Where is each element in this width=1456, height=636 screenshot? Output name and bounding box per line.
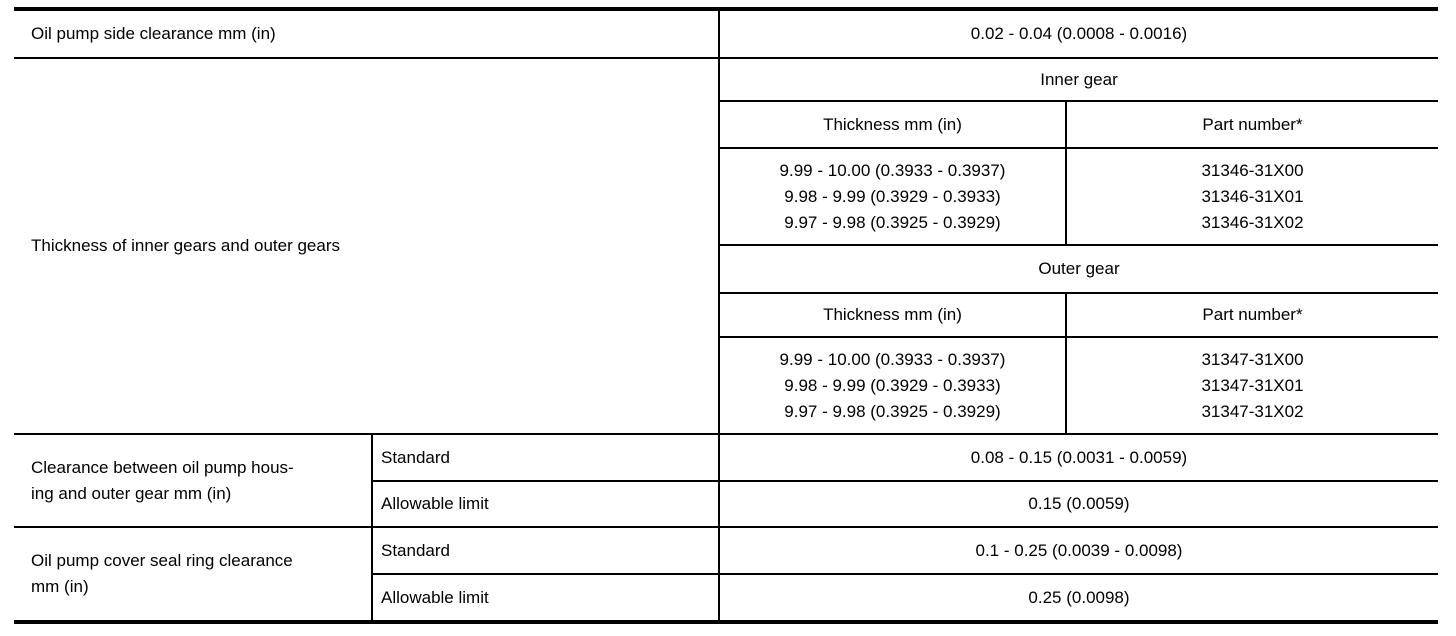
list-item: 9.99 - 10.00 (0.3933 - 0.3937) — [779, 349, 1006, 369]
side-clearance-label — [14, 11, 718, 57]
table-bottom-rule — [14, 620, 1438, 624]
inner-thickness-values — [720, 149, 1065, 244]
housing-clearance-label — [14, 435, 371, 526]
housing-limit-label-text: Allowable limit — [381, 494, 489, 513]
outer-gear-title-text: Outer gear — [1038, 259, 1120, 278]
outer-part-header — [1067, 294, 1438, 336]
list-item: 9.98 - 9.99 (0.3929 - 0.3933) — [784, 375, 1001, 395]
housing-limit-value — [720, 482, 1438, 526]
list-item: 31347-31X02 — [1201, 401, 1304, 421]
list-item: 31347-31X01 — [1201, 375, 1304, 395]
seal-ring-clearance-label-line1: Oil pump cover seal ring clearance — [31, 551, 293, 570]
seal-standard-value-text: 0.1 - 0.25 (0.0039 - 0.0098) — [975, 540, 1183, 560]
list-item: 9.97 - 9.98 (0.3925 - 0.3929) — [784, 401, 1001, 421]
seal-limit-label-text: Allowable limit — [381, 587, 489, 607]
housing-standard-label — [373, 435, 718, 480]
housing-clearance-label-line1: Clearance between oil pump hous- — [31, 457, 294, 477]
list-item: 31347-31X00 — [1201, 349, 1304, 369]
side-clearance-value — [720, 11, 1438, 57]
list-item: 31346-31X02 — [1201, 212, 1304, 232]
outer-part-header-text: Part number* — [1202, 305, 1303, 324]
inner-part-numbers — [1067, 149, 1438, 244]
side-clearance-label-text: Oil pump side clearance mm (in) — [31, 24, 276, 43]
seal-ring-clearance-label-line2: mm (in) — [31, 577, 89, 596]
list-item: 9.99 - 10.00 (0.3933 - 0.3937) — [779, 160, 1006, 180]
list-item: 9.97 - 9.98 (0.3925 - 0.3929) — [784, 212, 1001, 232]
housing-standard-value-text: 0.08 - 0.15 (0.0031 - 0.0059) — [970, 447, 1188, 467]
housing-limit-label — [373, 482, 718, 526]
outer-thickness-header-text: Thickness mm (in) — [823, 305, 962, 324]
list-item: 31346-31X01 — [1201, 186, 1304, 206]
seal-limit-value-text: 0.25 (0.0098) — [1028, 587, 1130, 607]
seal-standard-value — [720, 528, 1438, 573]
list-item: 9.98 - 9.99 (0.3929 - 0.3933) — [784, 186, 1001, 206]
outer-gear-title — [720, 246, 1438, 292]
gear-thickness-label — [14, 59, 718, 433]
seal-limit-value — [720, 575, 1438, 620]
housing-standard-label-text: Standard — [381, 447, 450, 467]
inner-part-header — [1067, 102, 1438, 147]
outer-thickness-header — [720, 294, 1065, 336]
spec-table — [14, 7, 1438, 627]
list-item: 31346-31X00 — [1201, 160, 1304, 180]
inner-gear-title — [720, 59, 1438, 100]
inner-thickness-header — [720, 102, 1065, 147]
inner-part-header-text: Part number* — [1202, 114, 1303, 134]
housing-limit-value-text: 0.15 (0.0059) — [1028, 494, 1130, 513]
housing-clearance-label-line2: ing and outer gear mm (in) — [31, 483, 232, 503]
seal-ring-clearance-label — [14, 528, 371, 620]
outer-thickness-values — [720, 338, 1065, 433]
inner-thickness-header-text: Thickness mm (in) — [823, 114, 962, 134]
outer-part-numbers — [1067, 338, 1438, 433]
gear-thickness-label-text: Thickness of inner gears and outer gears — [31, 236, 341, 255]
seal-standard-label-text: Standard — [381, 540, 450, 560]
seal-limit-label — [373, 575, 718, 620]
housing-standard-value — [720, 435, 1438, 480]
inner-gear-title-text: Inner gear — [1040, 69, 1118, 89]
side-clearance-value-text: 0.02 - 0.04 (0.0008 - 0.0016) — [970, 24, 1188, 43]
seal-standard-label — [373, 528, 718, 573]
